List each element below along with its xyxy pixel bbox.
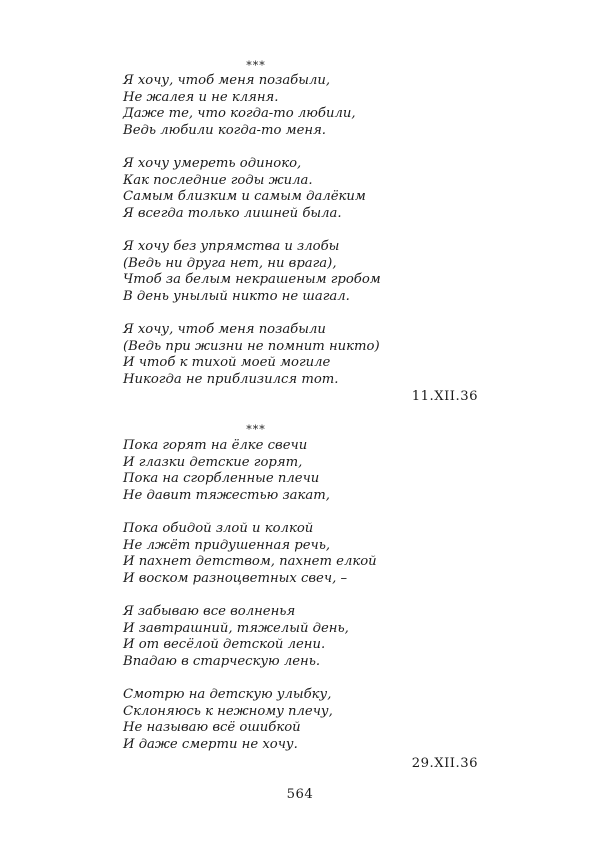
poem-2 bbox=[123, 438, 483, 753]
poem-2-separator: *** bbox=[246, 423, 266, 436]
verse-line: Пока на сгорбленные плечи bbox=[123, 471, 320, 487]
verse-line: Не жалея и не кляня. bbox=[123, 89, 279, 105]
poem-2-stanza-1 bbox=[123, 438, 483, 504]
verse-line: Склоняюсь к нежному плечу, bbox=[123, 703, 333, 719]
poem-2-date: 29.XII.36 bbox=[411, 756, 478, 771]
verse-line: Я хочу, чтоб меня позабыли bbox=[123, 321, 326, 337]
poem-1-separator: *** bbox=[246, 59, 266, 72]
poem-1-stanza-1 bbox=[123, 73, 483, 139]
poem-1-stanza-3 bbox=[123, 239, 483, 305]
verse-line: Я всегда только лишней была. bbox=[123, 205, 342, 221]
verse-line: В день унылый никто не шагал. bbox=[123, 288, 350, 304]
verse-line: Ведь любили когда-то меня. bbox=[123, 122, 326, 138]
verse-line: И завтрашний, тяжелый день, bbox=[123, 620, 349, 636]
verse-line: И пахнет детством, пахнет елкой bbox=[123, 554, 377, 570]
verse-line: И глазки детские горят, bbox=[123, 454, 303, 470]
verse-line: И даже смерти не хочу. bbox=[123, 736, 298, 752]
verse-line: Впадаю в старческую лень. bbox=[123, 653, 321, 669]
verse-line: Я хочу без упрямства и злобы bbox=[123, 238, 340, 254]
verse-line: Никогда не приблизился тот. bbox=[123, 371, 339, 387]
verse-line: (Ведь ни друга нет, ни врага), bbox=[123, 255, 337, 271]
verse-line: Я хочу, чтоб меня позабыли, bbox=[123, 73, 331, 88]
verse-line: Как последние годы жила. bbox=[123, 172, 313, 188]
poem-1-stanza-2 bbox=[123, 156, 483, 222]
verse-line: И от весёлой детской лени. bbox=[123, 637, 326, 653]
verse-line: Не называю всё ошибкой bbox=[123, 720, 301, 736]
verse-line: Не лжёт придушенная речь, bbox=[123, 537, 331, 553]
poem-1-date: 11.XII.36 bbox=[411, 389, 478, 404]
verse-line: Чтоб за белым некрашеным гробом bbox=[123, 272, 381, 288]
poem-2-stanza-4 bbox=[123, 687, 483, 753]
verse-line: Я хочу умереть одиноко, bbox=[123, 155, 302, 171]
poem-1 bbox=[123, 73, 483, 388]
verse-line: Самым близким и самым далёким bbox=[123, 189, 366, 205]
verse-line: Я забываю все волненья bbox=[123, 603, 296, 619]
verse-line: (Ведь при жизни не помнит никто) bbox=[123, 338, 380, 354]
verse-line: Даже те, что когда-то любили, bbox=[123, 106, 356, 122]
verse-line: И чтоб к тихой моей могиле bbox=[123, 355, 331, 371]
verse-line: Пока обидой злой и колкой bbox=[123, 520, 314, 536]
page-number: 564 bbox=[286, 787, 314, 802]
poem-2-stanza-2 bbox=[123, 521, 483, 587]
poem-2-stanza-3 bbox=[123, 604, 483, 670]
verse-line: И воском разноцветных свеч, – bbox=[123, 570, 348, 586]
verse-line: Смотрю на детскую улыбку, bbox=[123, 686, 332, 702]
poem-1-stanza-4 bbox=[123, 322, 483, 388]
verse-line: Пока горят на ёлке свечи bbox=[123, 438, 308, 453]
verse-line: Не давит тяжестью закат, bbox=[123, 487, 330, 503]
